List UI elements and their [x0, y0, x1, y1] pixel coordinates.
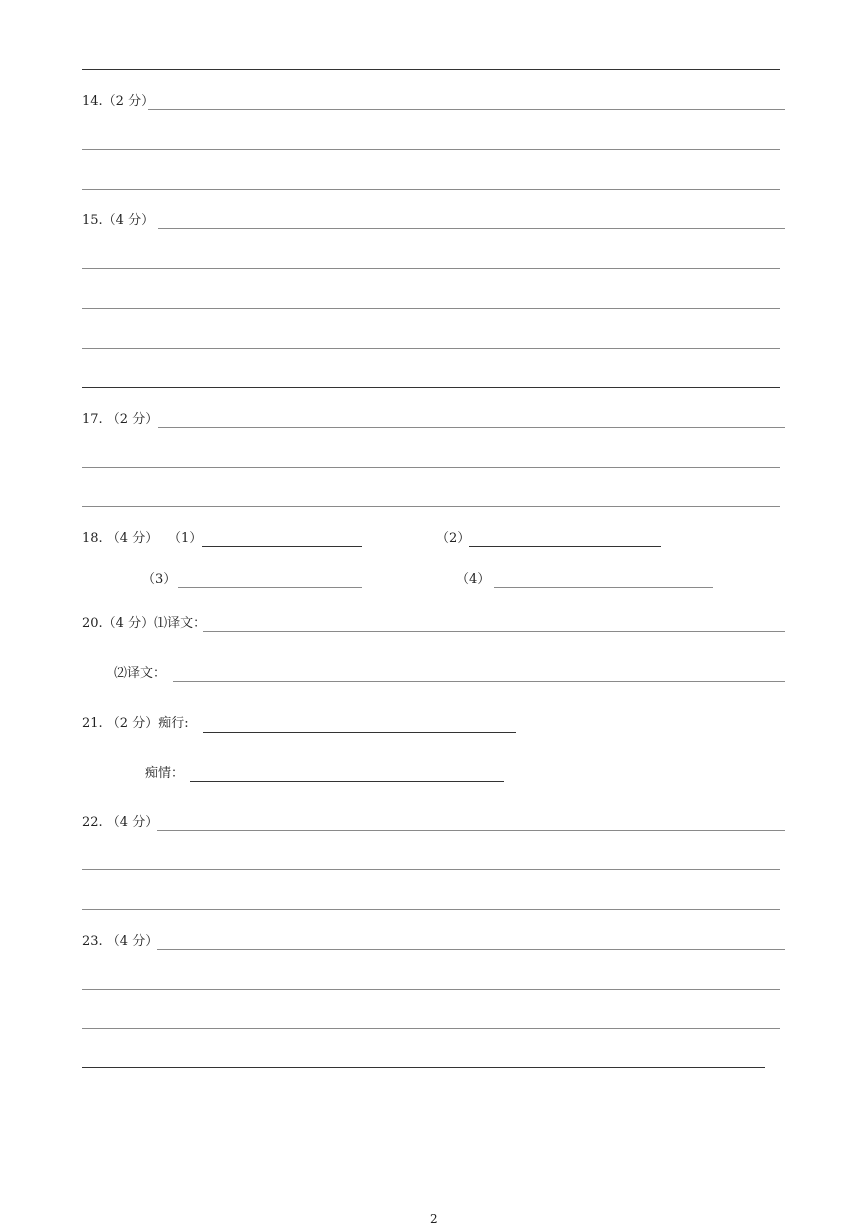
- question-15-label: 15.（4 分）: [82, 213, 155, 228]
- answer-line-q14-1[interactable]: [148, 109, 785, 110]
- question-23-label: 23. （4 分）: [82, 934, 159, 949]
- answer-line-q15-3[interactable]: [82, 308, 780, 309]
- answer-line-q23-4[interactable]: [82, 1067, 765, 1068]
- answer-line-q18-1[interactable]: [202, 546, 362, 547]
- answer-line[interactable]: [82, 69, 780, 70]
- answer-line-q15-1[interactable]: [158, 228, 785, 229]
- question-20-part-2: ⑵译文：: [114, 666, 167, 681]
- answer-line-q17-1[interactable]: [158, 427, 785, 428]
- answer-line-q23-1[interactable]: [157, 949, 785, 950]
- question-17-label: 17. （2 分）: [82, 412, 159, 427]
- answer-line-q18-4[interactable]: [494, 587, 713, 588]
- question-18-label: 18. （4 分）: [82, 531, 159, 546]
- question-18-part-4: （4）: [456, 572, 491, 587]
- answer-line-q15-4[interactable]: [82, 348, 780, 349]
- question-18-part-1: （1）: [168, 531, 203, 546]
- answer-line-q15-2[interactable]: [82, 268, 780, 269]
- answer-line-q23-2[interactable]: [82, 989, 780, 990]
- answer-line-q15-5[interactable]: [82, 387, 780, 388]
- question-18-part-3: （3）: [142, 572, 177, 587]
- question-20-label: 20.（4 分）⑴译文：: [82, 616, 207, 631]
- answer-line-q17-2[interactable]: [82, 467, 780, 468]
- question-21-label: 21. （2 分）痴行:: [82, 716, 189, 731]
- answer-line-q14-3[interactable]: [82, 189, 780, 190]
- answer-line-q22-3[interactable]: [82, 909, 780, 910]
- answer-line-q18-3[interactable]: [178, 587, 362, 588]
- answer-line-q23-3[interactable]: [82, 1028, 780, 1029]
- answer-line-q14-2[interactable]: [82, 149, 780, 150]
- answer-line-q20-2[interactable]: [173, 681, 785, 682]
- page-number: 2: [430, 1212, 438, 1226]
- answer-line-q18-2[interactable]: [469, 546, 661, 547]
- answer-line-q21-1[interactable]: [203, 732, 516, 733]
- question-14-label: 14.（2 分）: [82, 94, 155, 109]
- answer-line-q17-3[interactable]: [82, 506, 780, 507]
- question-21-part-2: 痴情：: [145, 766, 185, 781]
- answer-line-q22-2[interactable]: [82, 869, 780, 870]
- answer-line-q20-1[interactable]: [203, 631, 785, 632]
- answer-line-q22-1[interactable]: [157, 830, 785, 831]
- answer-line-q21-2[interactable]: [190, 781, 504, 782]
- question-18-part-2: （2）: [436, 531, 471, 546]
- question-22-label: 22. （4 分）: [82, 815, 159, 830]
